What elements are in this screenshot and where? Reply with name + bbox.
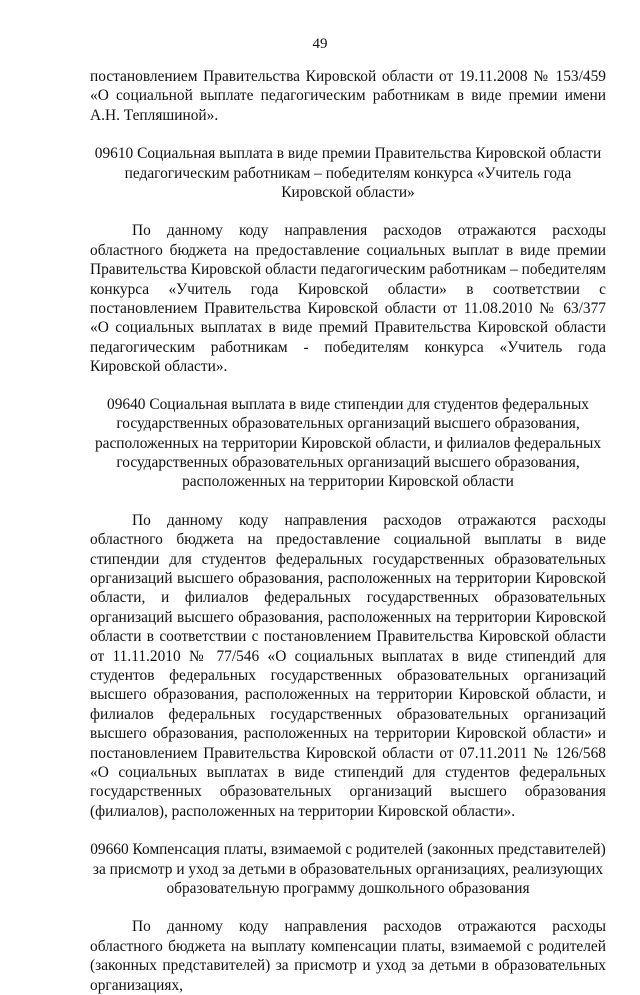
section-heading-09610: 09610 Социальная выплата в виде премии Правительства Кировской области педагогическим работникам – победителям конкурса «Учитель года Кировской области» [94, 145, 602, 202]
paragraph-09660-description: По данному коду направления расходов отражаются расходы областного бюджета на выплату компенсации платы, взимаемой с родителей (законных представителей) за присмотр и уход за детьми в образовательных организациях, [90, 918, 606, 994]
document-body [90, 67, 606, 995]
paragraph-continuation: постановлением Правительства Кировской области от 19.11.2008 № 153/459 «О социальной выплате педагогическим работникам в виде премии имени А.Н. Тепляшиной». [90, 68, 606, 124]
section-heading-09640: 09640 Социальная выплата в виде стипендии для студентов федеральных государственных образовательных организаций высшего образования, расположенных на территории Кировской области, и филиалов федеральных государственных образовательных организаций высшего образования, расположенных на территории Кировской области [94, 395, 602, 491]
section-heading-09660: 09660 Компенсация платы, взимаемой с родителей (законных представителей) за присмотр и уход за детьми в образовательных организациях, реализующих образовательную программу дошкольного образования [90, 841, 606, 898]
paragraph-09610-description: По данному коду направления расходов отражаются расходы областного бюджета на предоставление социальных выплат в виде премии Правительства Кировской области педагогическим работникам – победителям конкурса «Учитель года Кировской области» в соответствии с постановлением Правительства Кировской области от 11.08.2010 № 63/377 «О социальных выплатах в виде премий Правительства Кировской области педагогическим работникам - победителям конкурса «Учитель года Кировской области». [90, 222, 606, 376]
paragraph-09640-description: По данному коду направления расходов отражаются расходы областного бюджета на предоставление социальной выплаты в виде стипендии для студентов федеральных государственных образовательных организаций высшего образования, расположенных на территории Кировской области, и филиалов федеральных государственных образовательных организаций высшего образования, расположенных на территории Кировской области в соответствии с постановлением Правительства Кировской области от 11.11.2010 № 77/546 «О социальных выплатах в виде стипендий для студентов федеральных государственных образовательных организаций высшего образования, расположенных на территории Кировской области, и филиалов федеральных государственных образовательных организаций высшего образования, расположенных на территории Кировской области» и постановлением Правительства Кировской области от 07.11.2011 № 126/568 «О социальных выплатах в виде стипендий для студентов федеральных государственных образовательных организаций высшего образования (филиалов), расположенных на территории Кировской области». [90, 511, 606, 820]
page-number: 49 [312, 36, 328, 52]
